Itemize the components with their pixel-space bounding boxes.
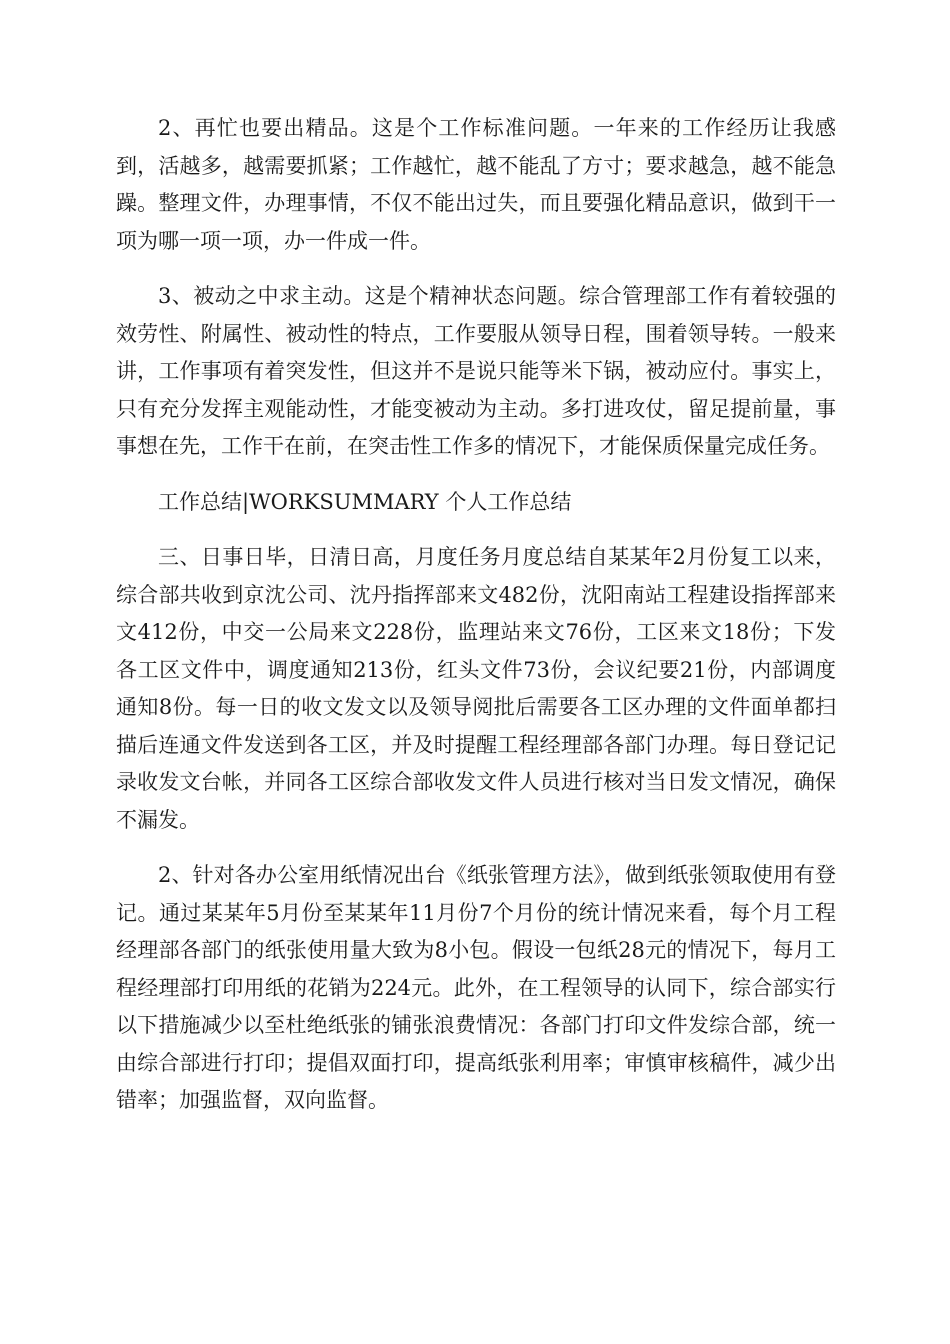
paragraph-paper-management: 2、针对各办公室用纸情况出台《纸张管理方法》，做到纸张领取使用有登记。通过某某年5月份至某某年11月份7个月份的统计情况来看，每个月工程经理部各部门的纸张使用量大致为8小包。假设一包纸28元的情况下，每月工程经理部打印用纸的花销为224元。此外，在工程领导的认同下，综合部实行以下措施减少以至杜绝纸张的铺张浪费情况：各部门打印文件发综合部，统一由综合部进行打印；提倡双面打印，提高纸张利用率；审慎审核稿件，减少出错率；加强监督，双向监督。 <box>116 863 836 1112</box>
document-body <box>116 110 836 1138</box>
paragraph-initiative: 3、被动之中求主动。这是个精神状态问题。综合管理部工作有着较强的效劳性、附属性、被动性的特点，工作要服从领导日程，围着领导转。一般来讲，工作事项有着突发性，但这并不是说只能等米下锅，被动应付。事实上，只有充分发挥主观能动性，才能变被动为主动。多打进攻仗，留足提前量，事事想在先，工作干在前，在突击性工作多的情况下，才能保质保量完成任务。 <box>116 284 836 458</box>
paragraph-daily-tasks: 三、日事日毕，日清日高，月度任务月度总结自某某年2月份复工以来，综合部共收到京沈公司、沈丹指挥部来文482份，沈阳南站工程建设指挥部来文412份，中交一公局来文228份，监理站来文76份，工区来文18份；下发各工区文件中，调度通知213份，红头文件73份，会议纪要21份，内部调度通知8份。每一日的收文发文以及领导阅批后需要各工区办理的文件面单都扫描后连通文件发送到各工区，并及时提醒工程经理部各部门办理。每日登记记录收发文台帐，并同各工区综合部收发文件人员进行核对当日发文情况，确保不漏发。 <box>116 545 836 832</box>
paragraph-quality: 2、再忙也要出精品。这是个工作标准问题。一年来的工作经历让我感到，活越多，越需要抓紧；工作越忙，越不能乱了方寸；要求越急，越不能急躁。整理文件，办理事情，不仅不能出过失，而且要强化精品意识，做到干一项为哪一项一项，办一件成一件。 <box>116 116 836 253</box>
section-header-line: 工作总结|WORKSUMMARY 个人工作总结 <box>158 489 572 514</box>
